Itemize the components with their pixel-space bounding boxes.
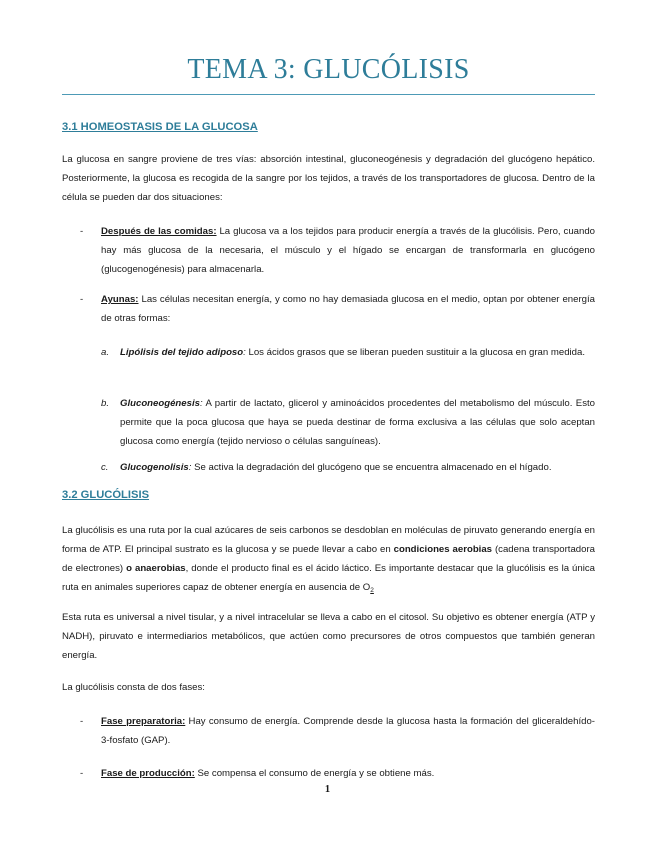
glycolysis-paragraph-1: La glucólisis es una ruta por la cual azúcares de seis carbonos se desdoblan en moléculas de piruvato generando energía en forma de ATP. El principal sustrato es la glucosa y se puede llevar a cabo en condiciones aerobias (cadena transportadora de electrones) o anaerobias, donde el producto final es el ácido láctico. Es importante destacar que la glucólisis es la única ruta en animales superiores capaz de obtener energía en ausencia de $O_2$ [62, 525, 595, 594]
glycolysis-paragraph-2: Esta ruta es universal a nivel tisular, y a nivel intracelular se lleva a cabo en el citosol. Su objetivo es obtener energía (ATP y NADH), piruvato e intermediarios metabólicos, que actúen como precursores de otros compuestos que también generan energía. [62, 612, 595, 661]
subitem-lipolysis: Lipólisis del tejido adiposo: Los ácidos grasos que se liberan pueden sustituir a la glucosa en gran medida. [120, 347, 586, 358]
bullet-label: Después de las comidas: [101, 226, 217, 237]
subitem-text: A partir de lactato, glicerol y aminoácidos procedentes del metabolismo del músculo. Esto permite que la poca glucosa que haya se pueda destinar de forma exclusiva a las células que solo aceptan glucosa como energía (tejido nervioso o células sanguíneas). [120, 398, 595, 447]
subitem-text: Los ácidos grasos que se liberan pueden sustituir a la glucosa en gran medida. [245, 347, 586, 358]
title-divider [62, 94, 595, 95]
subitem-label: Gluconeogénesis [120, 398, 200, 409]
section-heading-homeostasis: 3.1 HOMEOSTASIS DE LA GLUCOSA [62, 121, 258, 133]
bullet-fasting [101, 290, 595, 328]
bullet-text: Hay consumo de energía. Comprende desde la glucosa hasta la formación del gliceraldehído-3-fosfato (GAP). [101, 716, 595, 746]
subitem-text: Se activa la degradación del glucógeno que se encuentra almacenado en el hígado. [191, 462, 552, 473]
bullet-text: Las células necesitan energía, y como no hay demasiada glucosa en el medio, optan por obtener energía de otras formas: [101, 294, 595, 324]
section-heading-glycolysis: 3.2 GLUCÓLISIS [62, 489, 150, 501]
bold-term: condiciones aerobias [393, 544, 493, 555]
glycolysis-paragraph-3: La glucólisis consta de dos fases: [62, 682, 205, 693]
bullet-dash: - [80, 716, 84, 727]
subitem-gluconeogenesis: Gluconeogénesis: A partir de lactato, glicerol y aminoácidos procedentes del metabolismo del músculo. Esto permite que la poca glucosa que haya se pueda destinar de forma exclusiva a las células que solo aceptan glucosa como energía (tejido nervioso o células sanguíneas). [120, 398, 595, 447]
phase-preparatory [101, 712, 595, 750]
list-letter: c. [101, 462, 109, 473]
bullet-label: Fase preparatoria: [101, 716, 186, 727]
bullet-text: La glucosa va a los tejidos para producir energía a través de la glucólisis. Pero, cuando hay más glucosa de la necesaria, el músculo y el hígado se encargan de transformarla en glucógeno (glucogenogénesis) para almacenarla. [101, 226, 596, 275]
page-title: TEMA 3: GLUCÓLISIS [187, 54, 470, 85]
list-letter: a. [101, 347, 110, 358]
page-number: 1 [324, 784, 331, 795]
intro-paragraph: La glucosa en sangre proviene de tres vías: absorción intestinal, gluconeogénesis y degradación del glucógeno hepático. Posteriormente, la glucosa es recogida de la sangre por los tejidos, a través de los transportadores de glucosa. Dentro de la célula se pueden dar dos situaciones: [62, 154, 595, 203]
bold-term: o anaerobias [126, 563, 186, 574]
bullet-dash: - [80, 294, 84, 305]
bullet-dash: - [80, 226, 84, 237]
subitem-label: Glucogenolisis [120, 462, 189, 473]
bullet-text: Se compensa el consumo de energía y se obtiene más. [194, 768, 435, 779]
phase-production [101, 764, 595, 783]
subitem-glycogenolysis: Glucogenolisis: Se activa la degradación del glucógeno que se encuentra almacenado en el hígado. [120, 462, 552, 473]
subitem-label: Lipólisis del tejido adiposo [120, 347, 244, 358]
bullet-label: Fase de producción: [101, 768, 195, 779]
bullet-label: Ayunas: [101, 294, 139, 305]
subscript: 2 [370, 587, 374, 594]
list-letter: b. [101, 398, 110, 409]
bullet-after-meals [101, 222, 595, 279]
bullet-dash: - [80, 768, 84, 779]
